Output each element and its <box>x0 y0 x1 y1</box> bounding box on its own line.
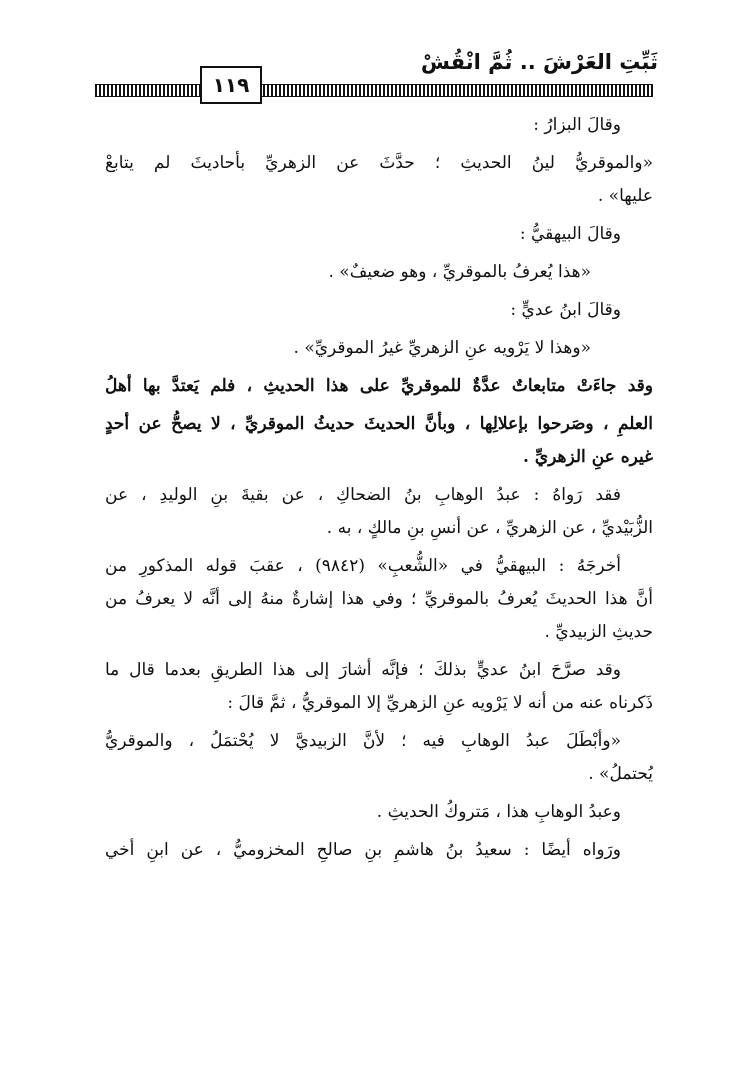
text-line: وقد جاءَتْ متابعاتٌ عدَّةٌ للموقريِّ على هذا الحديثِ ، فلم يَعتدَّ بها أهلُ <box>105 376 653 396</box>
text-line: وعبدُ الوهابِ هذا ، مَتروكُ الحديثِ . <box>376 802 621 822</box>
body-text <box>105 113 653 863</box>
text-line: «وهذا لا يَرْويه عنِ الزهريِّ غيرُ الموقريِّ» . <box>293 338 591 358</box>
running-title: ثَبِّتِ العَرْشَ .. ثُمَّ انْقُشْ <box>420 50 658 74</box>
page-number: ١١٩ <box>212 73 250 97</box>
text-line: يُحتملُ» . <box>588 764 653 784</box>
text-line: ورَواه أيضًا : سعيدُ بنُ هاشمِ بنِ صالحِ المخزوميُّ ، عن ابنِ أخي <box>105 840 621 860</box>
text-line: غيره عنِ الزهريِّ . <box>523 447 653 467</box>
text-line: وقالَ البزارُ : <box>533 115 621 135</box>
text-line: أخرجَهُ : البيهقيُّ في «الشُّعبِ» (٩٨٤٢) ، عقبَ قوله المذكورِ من <box>105 556 621 576</box>
text-line: وقالَ البيهقيُّ : <box>519 224 621 244</box>
text-line: «وأبْطَلَ عبدُ الوهابِ فيه ؛ لأنَّ الزبيديَّ لا يُحْتمَلُ ، والموقريُّ <box>105 731 621 751</box>
text-line: الزُّبَيْديِّ ، عن الزهريِّ ، عن أنسِ بنِ مالكٍ ، به . <box>326 518 653 538</box>
header-rule <box>95 84 653 97</box>
text-line: عليها» . <box>597 186 653 206</box>
text-line: فقد رَواهُ : عبدُ الوهابِ بنُ الضحاكِ ، عن بقيةَ بنِ الوليدِ ، عن <box>105 485 621 505</box>
text-line: العلمِ ، وصَرحوا بإعلالِها ، وبأنَّ الحديثَ حديثُ الموقريِّ ، لا يصحُّ عن أحدٍ <box>105 414 653 434</box>
text-line: حديثِ الزبيديِّ . <box>544 622 653 642</box>
text-line: وقالَ ابنُ عديٍّ : <box>510 300 621 320</box>
text-line: ذَكرناه عنه من أنه لا يَرْويه عنِ الزهريِّ إلا الموقريُّ ، ثمَّ قالَ : <box>227 693 653 713</box>
text-line: أنَّ هذا الحديثَ يُعرفُ بالموقريِّ ؛ وفي هذا إشارةٌ منهُ إلى أنَّه لا يعرفُ من <box>105 589 653 609</box>
text-line: «والموقريُّ لينُ الحديثِ ؛ حدَّثَ عن الزهريِّ بأحاديثَ لم يتابعْ <box>105 153 653 173</box>
page-number-box <box>200 66 262 104</box>
text-line: وقد صرَّحَ ابنُ عديٍّ بذلكَ ؛ فإنَّه أشارَ إلى هذا الطريقِ بعدما قال ما <box>105 660 621 680</box>
text-line: «هذا يُعرفُ بالموقريِّ ، وهو ضعيفٌ» . <box>328 262 591 282</box>
